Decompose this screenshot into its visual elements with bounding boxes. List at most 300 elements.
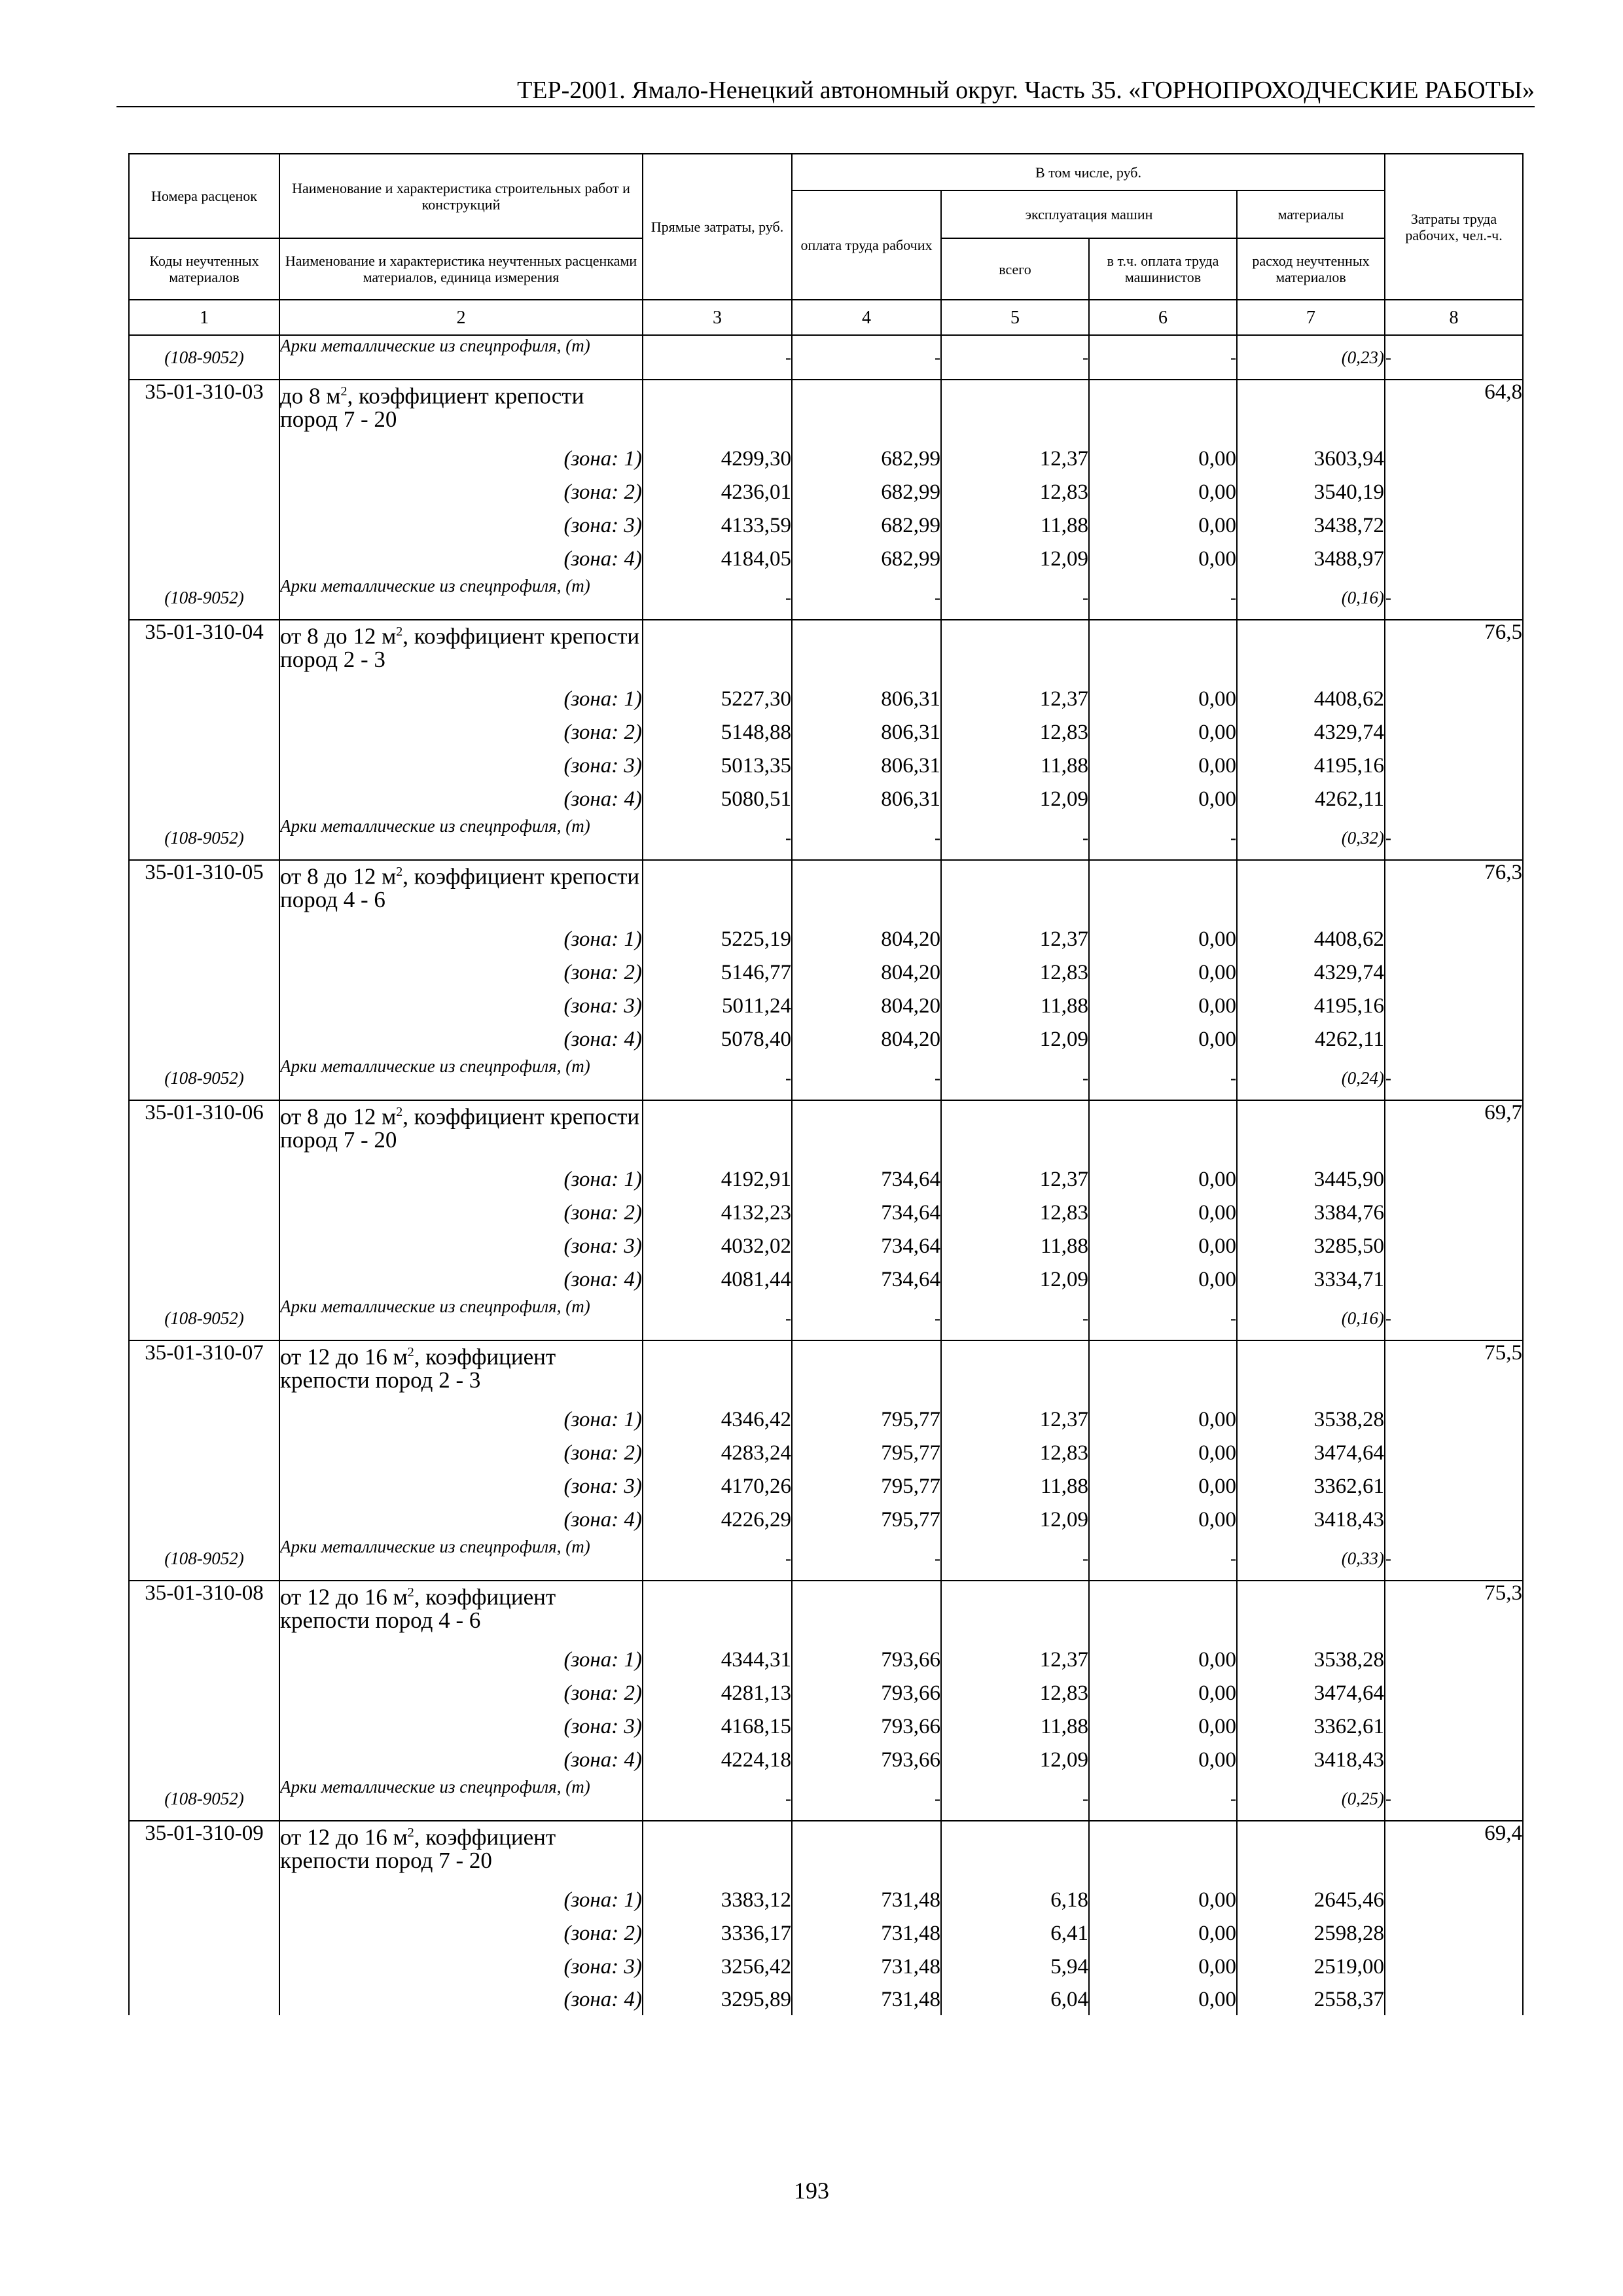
zone-label: (зона: 3)	[279, 1710, 643, 1744]
work-description-text: , коэффициент крепости пород 7 - 20	[280, 1103, 640, 1153]
operator-wage: 0,00	[1089, 683, 1237, 716]
empty-cell	[643, 1100, 792, 1163]
superscript: 2	[407, 1585, 414, 1600]
material-name: Арки металлические из спецпрофиля, (т)	[279, 816, 643, 860]
zone-row	[129, 476, 1523, 509]
zone-label: (зона: 2)	[279, 716, 643, 749]
col-header-machine-operation: эксплуатация машин	[941, 190, 1237, 238]
operator-wage: 0,00	[1089, 476, 1237, 509]
material-code: (108-9052)	[129, 1537, 279, 1581]
col-header-group-including: В том числе, руб.	[792, 154, 1385, 190]
material-cost: 3334,71	[1237, 1263, 1385, 1297]
direct-cost-dash: -	[643, 816, 792, 860]
machine-dash: -	[941, 1537, 1089, 1581]
worker-wage: 731,48	[792, 1984, 941, 2015]
machine-cost: 12,37	[941, 442, 1089, 476]
col-number: 4	[792, 300, 941, 335]
material-code: (108-9052)	[129, 1777, 279, 1821]
superscript: 2	[396, 624, 403, 639]
empty-cell	[941, 1340, 1089, 1403]
work-description-text: от 12 до 16 м	[280, 1344, 408, 1370]
machine-cost: 12,09	[941, 1744, 1089, 1777]
empty-cell	[792, 1581, 941, 1643]
operator-wage: 0,00	[1089, 716, 1237, 749]
header-rule	[116, 106, 1535, 107]
zone-row	[129, 956, 1523, 990]
wage-dash: -	[792, 1537, 941, 1581]
worker-wage: 795,77	[792, 1503, 941, 1537]
worker-wage: 731,48	[792, 1917, 941, 1950]
work-description-text: , коэффициент крепости пород 4 - 6	[280, 863, 640, 912]
col-header-labor-costs: Затраты труда рабочих, чел.-ч.	[1385, 154, 1523, 300]
zone-label: (зона: 4)	[279, 1984, 643, 2015]
work-description-text: от 12 до 16 м	[280, 1824, 408, 1850]
material-cost: 4408,62	[1237, 683, 1385, 716]
operator-dash: -	[1089, 1297, 1237, 1340]
direct-cost-dash: -	[643, 1537, 792, 1581]
col-header-machines-total: всего	[941, 238, 1089, 300]
material-cost: 4329,74	[1237, 716, 1385, 749]
wage-dash: -	[792, 576, 941, 620]
worker-wage: 795,77	[792, 1470, 941, 1503]
material-row	[129, 1777, 1523, 1821]
zone-label: (зона: 1)	[279, 442, 643, 476]
direct-cost-dash: -	[643, 1056, 792, 1100]
wage-dash: -	[792, 1056, 941, 1100]
zone-label: (зона: 3)	[279, 509, 643, 543]
direct-cost: 3256,42	[643, 1950, 792, 1984]
machine-cost: 11,88	[941, 1710, 1089, 1744]
material-cost: 3362,61	[1237, 1710, 1385, 1744]
operator-wage: 0,00	[1089, 923, 1237, 956]
worker-wage: 734,64	[792, 1196, 941, 1230]
material-cost: 3488,97	[1237, 543, 1385, 576]
zone-label: (зона: 1)	[279, 923, 643, 956]
superscript: 2	[396, 865, 403, 879]
material-cost: 3540,19	[1237, 476, 1385, 509]
material-name: Арки металлические из спецпрофиля, (т)	[279, 1056, 643, 1100]
worker-wage: 731,48	[792, 1884, 941, 1917]
direct-cost: 4170,26	[643, 1470, 792, 1503]
material-row	[129, 1297, 1523, 1340]
direct-cost: 4236,01	[643, 476, 792, 509]
material-consumption: (0,16)	[1237, 1297, 1385, 1340]
zone-label: (зона: 2)	[279, 1677, 643, 1710]
material-code: (108-9052)	[129, 1297, 279, 1340]
empty-cell	[1089, 380, 1237, 442]
zone-row	[129, 1503, 1523, 1537]
labor-dash: -	[1385, 1056, 1523, 1100]
operator-dash: -	[1089, 1056, 1237, 1100]
work-description-text: до 8 м	[280, 383, 341, 409]
zone-row	[129, 1263, 1523, 1297]
zone-label: (зона: 3)	[279, 1230, 643, 1263]
material-cost: 3362,61	[1237, 1470, 1385, 1503]
work-description	[279, 1340, 643, 1403]
zone-label: (зона: 4)	[279, 1263, 643, 1297]
work-description-text: от 8 до 12 м	[280, 1103, 397, 1130]
machine-cost: 12,09	[941, 1023, 1089, 1056]
zone-row	[129, 1710, 1523, 1744]
material-cost: 3538,28	[1237, 1643, 1385, 1677]
wage-dash: -	[792, 1297, 941, 1340]
labor-cost: 75,5	[1385, 1340, 1523, 1537]
rate-entry-title-row	[129, 380, 1523, 442]
empty-cell	[1237, 1821, 1385, 1884]
empty-cell	[941, 380, 1089, 442]
zone-row	[129, 1744, 1523, 1777]
work-description-text: от 8 до 12 м	[280, 863, 397, 889]
col-header-material-names: Наименование и характеристика неучтенных расценками материалов, единица измерения	[279, 238, 643, 300]
operator-wage: 0,00	[1089, 1710, 1237, 1744]
zone-label: (зона: 2)	[279, 476, 643, 509]
direct-cost: 5148,88	[643, 716, 792, 749]
direct-cost: 5225,19	[643, 923, 792, 956]
operator-dash: -	[1089, 816, 1237, 860]
superscript: 2	[396, 1105, 403, 1119]
work-description-text: , коэффициент крепости пород 4 - 6	[280, 1584, 556, 1633]
col-number: 5	[941, 300, 1089, 335]
operator-dash: -	[1089, 576, 1237, 620]
machine-cost: 12,83	[941, 1437, 1089, 1470]
superscript: 2	[340, 384, 348, 399]
worker-wage: 793,66	[792, 1744, 941, 1777]
col-header-rate-numbers: Номера расценок	[129, 154, 279, 238]
empty-cell	[1089, 860, 1237, 923]
empty-cell	[792, 1340, 941, 1403]
zone-row	[129, 1950, 1523, 1984]
empty-cell	[1237, 1100, 1385, 1163]
empty-cell	[1237, 620, 1385, 683]
zone-row	[129, 749, 1523, 783]
operator-wage: 0,00	[1089, 1503, 1237, 1537]
zone-row	[129, 509, 1523, 543]
rate-code: 35-01-310-04	[129, 620, 279, 816]
zone-row	[129, 783, 1523, 816]
zone-label: (зона: 3)	[279, 990, 643, 1023]
material-cost: 3474,64	[1237, 1677, 1385, 1710]
material-code: (108-9052)	[129, 576, 279, 620]
material-row	[129, 335, 1523, 380]
labor-dash: -	[1385, 1537, 1523, 1581]
material-cost: 3418,43	[1237, 1503, 1385, 1537]
operator-wage: 0,00	[1089, 1677, 1237, 1710]
col-header-direct-costs: Прямые затраты, руб.	[643, 154, 792, 300]
rate-entry-title-row	[129, 1100, 1523, 1163]
empty-cell	[941, 1821, 1089, 1884]
wage-dash: -	[792, 1777, 941, 1821]
material-cost: 4329,74	[1237, 956, 1385, 990]
table-body	[129, 335, 1523, 2015]
machine-cost: 12,83	[941, 1196, 1089, 1230]
zone-label: (зона: 3)	[279, 1950, 643, 1984]
worker-wage: 734,64	[792, 1230, 941, 1263]
zone-row	[129, 1643, 1523, 1677]
empty-cell	[941, 1100, 1089, 1163]
direct-cost: 5078,40	[643, 1023, 792, 1056]
machine-cost: 12,37	[941, 683, 1089, 716]
material-consumption: (0,16)	[1237, 576, 1385, 620]
worker-wage: 804,20	[792, 1023, 941, 1056]
material-consumption: (0,33)	[1237, 1537, 1385, 1581]
col-header-work-name: Наименование и характеристика строительных работ и конструкций	[279, 154, 643, 238]
zone-label: (зона: 1)	[279, 1643, 643, 1677]
operator-wage: 0,00	[1089, 1984, 1237, 2015]
machine-cost: 6,41	[941, 1917, 1089, 1950]
rate-code: 35-01-310-03	[129, 380, 279, 576]
labor-cost: 75,3	[1385, 1581, 1523, 1777]
labor-cost: 69,7	[1385, 1100, 1523, 1297]
labor-cost: 64,8	[1385, 380, 1523, 576]
direct-cost: 4344,31	[643, 1643, 792, 1677]
col-number: 7	[1237, 300, 1385, 335]
worker-wage: 806,31	[792, 683, 941, 716]
wage-dash: -	[792, 335, 941, 380]
zone-label: (зона: 2)	[279, 1437, 643, 1470]
empty-cell	[792, 620, 941, 683]
material-name: Арки металлические из спецпрофиля, (т)	[279, 576, 643, 620]
operator-wage: 0,00	[1089, 1744, 1237, 1777]
machine-cost: 6,18	[941, 1884, 1089, 1917]
empty-cell	[1237, 380, 1385, 442]
work-description	[279, 1100, 643, 1163]
operator-wage: 0,00	[1089, 749, 1237, 783]
material-name: Арки металлические из спецпрофиля, (т)	[279, 1537, 643, 1581]
material-code: (108-9052)	[129, 335, 279, 380]
machine-cost: 12,83	[941, 1677, 1089, 1710]
rate-code: 35-01-310-08	[129, 1581, 279, 1777]
material-row	[129, 1537, 1523, 1581]
machine-dash: -	[941, 1777, 1089, 1821]
direct-cost: 4168,15	[643, 1710, 792, 1744]
zone-row	[129, 1163, 1523, 1196]
machine-cost: 12,37	[941, 923, 1089, 956]
worker-wage: 793,66	[792, 1677, 941, 1710]
direct-cost: 4081,44	[643, 1263, 792, 1297]
operator-wage: 0,00	[1089, 1470, 1237, 1503]
material-cost: 4262,11	[1237, 783, 1385, 816]
zone-row	[129, 1023, 1523, 1056]
empty-cell	[1089, 1581, 1237, 1643]
material-row	[129, 1056, 1523, 1100]
material-row	[129, 816, 1523, 860]
worker-wage: 793,66	[792, 1710, 941, 1744]
worker-wage: 682,99	[792, 476, 941, 509]
direct-cost: 4133,59	[643, 509, 792, 543]
machine-cost: 12,37	[941, 1643, 1089, 1677]
col-header-material-codes: Коды неучтенных материалов	[129, 238, 279, 300]
labor-dash: -	[1385, 576, 1523, 620]
worker-wage: 795,77	[792, 1437, 941, 1470]
direct-cost-dash: -	[643, 335, 792, 380]
material-cost: 4195,16	[1237, 990, 1385, 1023]
operator-wage: 0,00	[1089, 1403, 1237, 1437]
direct-cost: 4281,13	[643, 1677, 792, 1710]
direct-cost-dash: -	[643, 1297, 792, 1340]
machine-cost: 11,88	[941, 749, 1089, 783]
empty-cell	[1089, 620, 1237, 683]
worker-wage: 682,99	[792, 509, 941, 543]
direct-cost: 4192,91	[643, 1163, 792, 1196]
worker-wage: 731,48	[792, 1950, 941, 1984]
rate-entry-title-row	[129, 1581, 1523, 1643]
empty-cell	[941, 620, 1089, 683]
worker-wage: 804,20	[792, 923, 941, 956]
machine-cost: 11,88	[941, 509, 1089, 543]
material-name: Арки металлические из спецпрофиля, (т)	[279, 335, 643, 380]
empty-cell	[643, 1821, 792, 1884]
empty-cell	[792, 380, 941, 442]
material-code: (108-9052)	[129, 816, 279, 860]
operator-wage: 0,00	[1089, 1196, 1237, 1230]
operator-wage: 0,00	[1089, 1230, 1237, 1263]
zone-label: (зона: 4)	[279, 1503, 643, 1537]
zone-label: (зона: 2)	[279, 1196, 643, 1230]
zone-label: (зона: 1)	[279, 1403, 643, 1437]
direct-cost: 5011,24	[643, 990, 792, 1023]
machine-cost: 12,37	[941, 1163, 1089, 1196]
page-number: 193	[794, 2178, 829, 2204]
operator-wage: 0,00	[1089, 990, 1237, 1023]
material-code: (108-9052)	[129, 1056, 279, 1100]
material-cost: 3474,64	[1237, 1437, 1385, 1470]
material-cost: 3603,94	[1237, 442, 1385, 476]
rates-table	[128, 153, 1524, 2015]
machine-cost: 12,09	[941, 1503, 1089, 1537]
machine-cost: 11,88	[941, 1470, 1089, 1503]
zone-label: (зона: 1)	[279, 1884, 643, 1917]
zone-label: (зона: 3)	[279, 749, 643, 783]
operator-wage: 0,00	[1089, 1437, 1237, 1470]
empty-cell	[643, 380, 792, 442]
work-description-text: , коэффициент крепости пород 7 - 20	[280, 1824, 556, 1873]
zone-row	[129, 1403, 1523, 1437]
operator-wage: 0,00	[1089, 1163, 1237, 1196]
zone-label: (зона: 4)	[279, 1023, 643, 1056]
direct-cost: 4299,30	[643, 442, 792, 476]
labor-dash: -	[1385, 1777, 1523, 1821]
zone-label: (зона: 4)	[279, 543, 643, 576]
table-head	[129, 154, 1523, 335]
operator-wage: 0,00	[1089, 1884, 1237, 1917]
worker-wage: 804,20	[792, 990, 941, 1023]
worker-wage: 806,31	[792, 716, 941, 749]
labor-cost: 76,3	[1385, 860, 1523, 1056]
empty-cell	[1237, 1581, 1385, 1643]
machine-cost: 12,09	[941, 783, 1089, 816]
col-number: 2	[279, 300, 643, 335]
rate-code: 35-01-310-07	[129, 1340, 279, 1537]
material-cost: 2519,00	[1237, 1950, 1385, 1984]
machine-cost: 12,83	[941, 716, 1089, 749]
zone-row	[129, 1230, 1523, 1263]
worker-wage: 795,77	[792, 1403, 941, 1437]
empty-cell	[643, 620, 792, 683]
operator-wage: 0,00	[1089, 1917, 1237, 1950]
work-description-text: , коэффициент крепости пород 2 - 3	[280, 1344, 556, 1393]
worker-wage: 682,99	[792, 543, 941, 576]
work-description	[279, 380, 643, 442]
machine-dash: -	[941, 1297, 1089, 1340]
material-consumption: (0,23)	[1237, 335, 1385, 380]
rate-entry-title-row	[129, 860, 1523, 923]
rate-code: 35-01-310-06	[129, 1100, 279, 1297]
col-header-unaccounted-materials: расход неучтенных материалов	[1237, 238, 1385, 300]
empty-cell	[643, 1581, 792, 1643]
operator-wage: 0,00	[1089, 1263, 1237, 1297]
machine-cost: 12,83	[941, 476, 1089, 509]
work-description	[279, 1821, 643, 1884]
zone-row	[129, 1196, 1523, 1230]
direct-cost: 4032,02	[643, 1230, 792, 1263]
zone-label: (зона: 4)	[279, 783, 643, 816]
rate-code: 35-01-310-09	[129, 1821, 279, 2015]
material-cost: 4262,11	[1237, 1023, 1385, 1056]
labor-cost: 76,5	[1385, 620, 1523, 816]
zone-label: (зона: 1)	[279, 683, 643, 716]
worker-wage: 804,20	[792, 956, 941, 990]
empty-cell	[941, 860, 1089, 923]
operator-wage: 0,00	[1089, 543, 1237, 576]
material-cost: 4408,62	[1237, 923, 1385, 956]
operator-dash: -	[1089, 1537, 1237, 1581]
zone-row	[129, 1677, 1523, 1710]
worker-wage: 806,31	[792, 749, 941, 783]
zone-row	[129, 1437, 1523, 1470]
direct-cost-dash: -	[643, 1777, 792, 1821]
machine-dash: -	[941, 816, 1089, 860]
empty-cell	[792, 860, 941, 923]
worker-wage: 793,66	[792, 1643, 941, 1677]
material-row	[129, 576, 1523, 620]
material-name: Арки металлические из спецпрофиля, (т)	[279, 1777, 643, 1821]
work-description-text: , коэффициент крепости пород 2 - 3	[280, 623, 640, 672]
direct-cost: 4224,18	[643, 1744, 792, 1777]
direct-cost: 4346,42	[643, 1403, 792, 1437]
operator-dash: -	[1089, 335, 1237, 380]
material-cost: 3538,28	[1237, 1403, 1385, 1437]
labor-dash: -	[1385, 816, 1523, 860]
superscript: 2	[407, 1825, 414, 1840]
zone-row	[129, 1984, 1523, 2015]
empty-cell	[1089, 1821, 1237, 1884]
direct-cost: 5013,35	[643, 749, 792, 783]
material-cost: 3418,43	[1237, 1744, 1385, 1777]
zone-row	[129, 683, 1523, 716]
rate-entry-title-row	[129, 1340, 1523, 1403]
direct-cost: 3336,17	[643, 1917, 792, 1950]
work-description-text: , коэффициент крепости пород 7 - 20	[280, 383, 584, 432]
zone-label: (зона: 1)	[279, 1163, 643, 1196]
running-header: ТЕР-2001. Ямало-Ненецкий автономный округ. Часть 35. «ГОРНОПРОХОДЧЕСКИЕ РАБОТЫ»	[517, 77, 1535, 104]
operator-wage: 0,00	[1089, 783, 1237, 816]
zone-row	[129, 1884, 1523, 1917]
work-description-text: от 8 до 12 м	[280, 623, 397, 649]
machine-cost: 11,88	[941, 1230, 1089, 1263]
direct-cost: 5227,30	[643, 683, 792, 716]
machine-cost: 12,09	[941, 543, 1089, 576]
material-cost: 3285,50	[1237, 1230, 1385, 1263]
machine-dash: -	[941, 576, 1089, 620]
zone-row	[129, 716, 1523, 749]
direct-cost: 4226,29	[643, 1503, 792, 1537]
material-consumption: (0,32)	[1237, 816, 1385, 860]
material-name: Арки металлические из спецпрофиля, (т)	[279, 1297, 643, 1340]
zone-row	[129, 543, 1523, 576]
rate-entry-title-row	[129, 1821, 1523, 1884]
zone-row	[129, 1917, 1523, 1950]
col-number: 8	[1385, 300, 1523, 335]
